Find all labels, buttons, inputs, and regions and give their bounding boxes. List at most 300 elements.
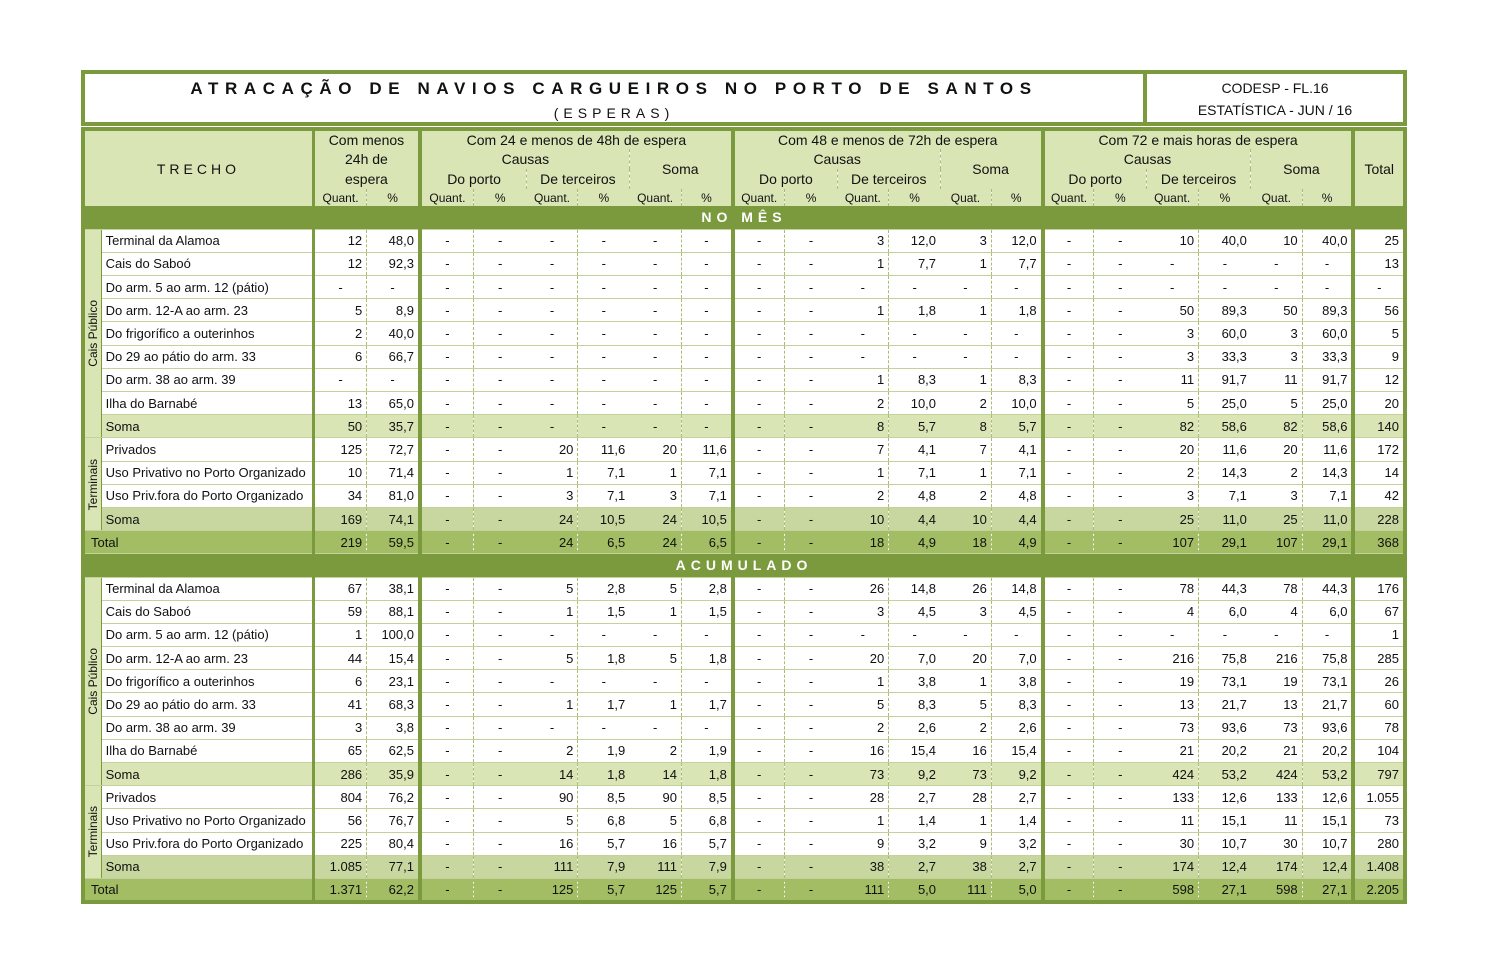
pct-cell: - [473, 623, 526, 646]
quant-cell: - [420, 716, 473, 739]
pct-cell: 25,0 [1302, 392, 1353, 415]
total-cell: 368 [1353, 531, 1405, 554]
total-cell: 280 [1353, 832, 1405, 855]
pct-cell: 1,4 [889, 809, 940, 832]
pct-cell: - [1094, 693, 1146, 716]
quant-cell: 133 [1146, 786, 1198, 809]
quant-cell: 286 [313, 763, 366, 786]
terceiros-header-3: De terceiros [1146, 169, 1251, 189]
do-porto-header-1: Do porto [420, 169, 527, 189]
quant-cell: 174 [1146, 855, 1198, 878]
pct-cell: 75,8 [1199, 647, 1251, 670]
quant-cell: 3 [527, 484, 578, 507]
pct-cell: - [367, 368, 420, 391]
pct-cell: 1,8 [991, 299, 1042, 322]
quant-cell: 12 [313, 229, 366, 252]
terceiros-header-2: De terceiros [837, 169, 940, 189]
quant-cell: 19 [1251, 670, 1302, 693]
quant-cell: 2 [940, 716, 991, 739]
do-porto-header-2: Do porto [733, 169, 838, 189]
quant-cell: - [629, 415, 681, 438]
pct-cell: 4,1 [991, 438, 1042, 461]
quant-cell: - [420, 322, 473, 345]
pct-cell: - [991, 276, 1042, 299]
pct-cell: 73,1 [1199, 670, 1251, 693]
quant-subheader: Quant. [629, 189, 681, 206]
pct-cell: 8,3 [991, 693, 1042, 716]
quant-cell: 13 [1146, 693, 1198, 716]
pct-cell: - [682, 229, 733, 252]
pct-cell: - [473, 809, 526, 832]
pct-cell: 6,0 [1302, 600, 1353, 623]
quant-cell: - [420, 299, 473, 322]
pct-cell: - [784, 623, 837, 646]
quant-cell: - [420, 276, 473, 299]
total-cell: 285 [1353, 647, 1405, 670]
pct-cell: 7,7 [889, 252, 940, 275]
pct-cell: - [682, 345, 733, 368]
quant-cell: 26 [837, 577, 888, 600]
pct-cell: 10,0 [991, 392, 1042, 415]
pct-cell: 93,6 [1302, 716, 1353, 739]
pct-cell: - [784, 786, 837, 809]
pct-cell: - [784, 322, 837, 345]
quant-cell: - [420, 600, 473, 623]
quant-cell: - [733, 438, 784, 461]
row-label: Privados [101, 438, 313, 461]
pct-cell: - [1094, 739, 1146, 762]
pct-cell: 2,8 [682, 577, 733, 600]
quant-cell: 133 [1251, 786, 1302, 809]
pct-cell: - [1199, 252, 1251, 275]
quant-cell: 598 [1251, 878, 1302, 901]
pct-cell: 2,8 [578, 577, 629, 600]
pct-cell: 38,1 [367, 577, 420, 600]
quant-cell: - [527, 252, 578, 275]
pct-cell: 40,0 [1199, 229, 1251, 252]
quant-subheader: Quant. [733, 189, 784, 206]
quant-cell: 7 [837, 438, 888, 461]
pct-cell: 44,3 [1199, 577, 1251, 600]
quant-cell: 38 [940, 855, 991, 878]
quant-cell: 6 [313, 345, 366, 368]
table-row [83, 461, 1405, 484]
soma-header-3: Soma [1251, 149, 1354, 189]
pct-cell: - [889, 322, 940, 345]
quant-cell: - [420, 392, 473, 415]
do-porto-header-3: Do porto [1043, 169, 1147, 189]
quant-cell: - [527, 716, 578, 739]
quant-cell: - [1043, 345, 1094, 368]
pct-cell: - [578, 252, 629, 275]
quant-cell: 1 [837, 299, 888, 322]
quant-cell: 174 [1251, 855, 1302, 878]
quant-cell: 38 [837, 855, 888, 878]
quant-cell: - [733, 276, 784, 299]
quant-cell: 11 [1251, 809, 1302, 832]
pct-cell: - [473, 461, 526, 484]
quant-cell: - [420, 531, 473, 554]
pct-cell: - [1094, 507, 1146, 530]
causas-header-1: Causas [420, 149, 629, 169]
quant-cell: - [420, 878, 473, 901]
pct-cell: 7,1 [1199, 484, 1251, 507]
quant-cell: - [733, 786, 784, 809]
quant-cell: - [1043, 763, 1094, 786]
quant-cell: - [733, 507, 784, 530]
pct-cell: 15,4 [889, 739, 940, 762]
pct-cell: - [1094, 809, 1146, 832]
pct-cell: - [784, 507, 837, 530]
quant-cell: 1 [837, 670, 888, 693]
quant-cell: 4 [1251, 600, 1302, 623]
quant-cell: 20 [1146, 438, 1198, 461]
quant-cell: 2 [940, 392, 991, 415]
pct-cell: 14,8 [889, 577, 940, 600]
pct-cell: 4,9 [889, 531, 940, 554]
quant-cell: 3 [940, 229, 991, 252]
pct-cell: 1,4 [991, 809, 1042, 832]
pct-cell: - [473, 832, 526, 855]
pct-cell: - [1094, 670, 1146, 693]
quant-cell: 16 [940, 739, 991, 762]
pct-cell: - [473, 739, 526, 762]
quant-cell: 2 [527, 739, 578, 762]
pct-cell: - [1094, 229, 1146, 252]
pct-cell: 66,7 [367, 345, 420, 368]
quant-cell: - [733, 484, 784, 507]
pct-cell: 1,8 [578, 763, 629, 786]
pct-cell: - [889, 345, 940, 368]
quant-cell: 5 [1146, 392, 1198, 415]
quant-cell: - [1251, 276, 1302, 299]
pct-cell: - [784, 229, 837, 252]
table-row [83, 809, 1405, 832]
pct-cell: 1,5 [682, 600, 733, 623]
pct-cell: 8,3 [991, 368, 1042, 391]
quant-cell: 10 [1146, 229, 1198, 252]
table-row [83, 716, 1405, 739]
pct-cell: 58,6 [1302, 415, 1353, 438]
quant-cell: - [527, 623, 578, 646]
quant-cell: - [1043, 855, 1094, 878]
quant-cell: - [527, 670, 578, 693]
quant-cell: - [837, 345, 888, 368]
pct-cell: - [473, 855, 526, 878]
quant-cell: - [420, 670, 473, 693]
pct-cell: 6,8 [578, 809, 629, 832]
quant-cell: 56 [313, 809, 366, 832]
quant-cell: 78 [1146, 577, 1198, 600]
quant-cell: 12 [313, 252, 366, 275]
pct-cell: 1,8 [682, 763, 733, 786]
pct-cell: 35,9 [367, 763, 420, 786]
quant-cell: 2 [940, 484, 991, 507]
quant-cell: - [1043, 507, 1094, 530]
row-label: Soma [101, 763, 313, 786]
pct-cell: - [473, 507, 526, 530]
report-header [81, 70, 1407, 126]
pct-cell: - [1094, 600, 1146, 623]
quant-cell: - [420, 229, 473, 252]
col-group-48-72: Com 48 e menos de 72h de espera [733, 129, 1043, 149]
pct-subheader: % [578, 189, 629, 206]
pct-cell: 12,4 [1302, 855, 1353, 878]
pct-cell: 9,2 [889, 763, 940, 786]
soma-header-1: Soma [629, 149, 733, 189]
quant-cell: - [1043, 531, 1094, 554]
total-cell: 56 [1353, 299, 1405, 322]
pct-cell: 68,3 [367, 693, 420, 716]
pct-cell: - [473, 392, 526, 415]
pct-cell: 4,4 [991, 507, 1042, 530]
quant-cell: 10 [313, 461, 366, 484]
quant-cell: 24 [527, 507, 578, 530]
pct-cell: - [473, 670, 526, 693]
quant-cell: 5 [837, 693, 888, 716]
pct-cell: - [473, 229, 526, 252]
quant-cell: 1 [940, 368, 991, 391]
group-label-text: Terminais [85, 458, 100, 510]
pct-cell: 11,0 [1199, 507, 1251, 530]
terceiros-header-1: De terceiros [527, 169, 630, 189]
quant-cell: 1 [940, 252, 991, 275]
row-label: Soma [101, 415, 313, 438]
quant-cell: - [1043, 276, 1094, 299]
pct-cell: - [1094, 415, 1146, 438]
pct-cell: - [1094, 832, 1146, 855]
total-cell: 42 [1353, 484, 1405, 507]
total-cell: 78 [1353, 716, 1405, 739]
pct-cell: 4,8 [991, 484, 1042, 507]
pct-cell: 7,1 [578, 461, 629, 484]
total-cell: 797 [1353, 763, 1405, 786]
pct-cell: 62,5 [367, 739, 420, 762]
quant-cell: 9 [940, 832, 991, 855]
pct-cell: - [578, 322, 629, 345]
quant-cell: 13 [313, 392, 366, 415]
pct-cell: - [1094, 763, 1146, 786]
table-row [83, 415, 1405, 438]
pct-cell: - [473, 438, 526, 461]
pct-cell: - [1094, 461, 1146, 484]
quant-cell: - [527, 415, 578, 438]
quant-cell: 13 [1251, 693, 1302, 716]
pct-cell: 53,2 [1302, 763, 1353, 786]
row-label: Do frigorífico a outerinhos [101, 670, 313, 693]
quant-cell: 5 [629, 647, 681, 670]
quant-cell: 1 [940, 461, 991, 484]
quant-cell: - [527, 299, 578, 322]
pct-cell: - [682, 276, 733, 299]
quant-cell: - [1043, 693, 1094, 716]
quant-cell: - [733, 878, 784, 901]
quant-cell: 73 [1251, 716, 1302, 739]
pct-cell: - [784, 299, 837, 322]
total-cell: 20 [1353, 392, 1405, 415]
quant-cell: - [733, 229, 784, 252]
pct-cell: - [1094, 345, 1146, 368]
pct-cell: - [473, 600, 526, 623]
group-label-cais [83, 577, 101, 786]
pct-cell: 7,9 [682, 855, 733, 878]
row-label-total: Total [83, 878, 313, 901]
quant-cell: 3 [1146, 322, 1198, 345]
quant-cell: - [733, 832, 784, 855]
quant-cell: - [733, 716, 784, 739]
quant-cell: - [1043, 461, 1094, 484]
quant-cell: 424 [1251, 763, 1302, 786]
quant-cell: - [733, 577, 784, 600]
quant-cell: 2 [837, 392, 888, 415]
pct-cell: - [682, 322, 733, 345]
quant-cell: - [733, 345, 784, 368]
pct-cell: - [1094, 878, 1146, 901]
pct-cell: 75,8 [1302, 647, 1353, 670]
quant-cell: 598 [1146, 878, 1198, 901]
pct-cell: 10,7 [1302, 832, 1353, 855]
pct-cell: - [578, 392, 629, 415]
quant-cell: 11 [1146, 809, 1198, 832]
pct-cell: - [784, 855, 837, 878]
quant-cell: 111 [629, 855, 681, 878]
pct-cell: - [784, 716, 837, 739]
quant-cell: 3 [313, 716, 366, 739]
quant-cell: - [940, 276, 991, 299]
pct-cell: - [991, 345, 1042, 368]
quant-cell: - [629, 345, 681, 368]
pct-cell: 12,6 [1199, 786, 1251, 809]
table-row [83, 507, 1405, 530]
quant-subheader: Quant. [420, 189, 473, 206]
row-label: Ilha do Barnabé [101, 392, 313, 415]
quant-cell: 16 [629, 832, 681, 855]
table-row [83, 693, 1405, 716]
pct-cell: - [1094, 855, 1146, 878]
quant-cell: 30 [1146, 832, 1198, 855]
quant-cell: 125 [629, 878, 681, 901]
col-24h-line2: espera [313, 169, 420, 189]
quant-cell: - [420, 739, 473, 762]
quant-cell: 3 [1146, 345, 1198, 368]
pct-cell: - [1302, 623, 1353, 646]
table-row [83, 832, 1405, 855]
row-label: Do 29 ao pátio do arm. 33 [101, 693, 313, 716]
quant-cell: - [1043, 600, 1094, 623]
table-row [83, 229, 1405, 252]
quant-cell: 5 [629, 809, 681, 832]
pct-cell: 2,7 [889, 786, 940, 809]
pct-cell: 6,8 [682, 809, 733, 832]
quant-cell: 1 [527, 600, 578, 623]
quant-subheader: Quant. [1146, 189, 1198, 206]
quant-cell: - [527, 368, 578, 391]
quant-cell: - [420, 809, 473, 832]
table-row [83, 647, 1405, 670]
quant-cell: - [733, 415, 784, 438]
pct-cell: 5,7 [682, 878, 733, 901]
pct-cell: - [578, 415, 629, 438]
pct-cell: 8,5 [682, 786, 733, 809]
quant-cell: - [733, 252, 784, 275]
quant-cell: 24 [629, 507, 681, 530]
pct-cell: - [784, 832, 837, 855]
pct-cell: 5,0 [889, 878, 940, 901]
pct-cell: 12,4 [1199, 855, 1251, 878]
quant-cell: 1 [837, 461, 888, 484]
pct-cell: - [682, 368, 733, 391]
quant-cell: 73 [837, 763, 888, 786]
pct-cell: 35,7 [367, 415, 420, 438]
pct-cell: 44,3 [1302, 577, 1353, 600]
quant-cell: 1 [629, 600, 681, 623]
quant-cell: 1 [629, 693, 681, 716]
pct-cell: - [784, 809, 837, 832]
group-label-terminais [83, 786, 101, 879]
pct-cell: - [1094, 623, 1146, 646]
total-cell: 60 [1353, 693, 1405, 716]
quant-cell: 11 [1251, 368, 1302, 391]
table-row [83, 299, 1405, 322]
total-cell: 1.408 [1353, 855, 1405, 878]
group-label-text: Cais Público [85, 647, 100, 715]
pct-cell: 12,0 [991, 229, 1042, 252]
pct-cell: 4,9 [991, 531, 1042, 554]
pct-cell: 40,0 [1302, 229, 1353, 252]
quant-cell: 20 [837, 647, 888, 670]
total-cell: 73 [1353, 809, 1405, 832]
quant-cell: 219 [313, 531, 366, 554]
row-label: Uso Priv.fora do Porto Organizado [101, 832, 313, 855]
table-row [83, 438, 1405, 461]
table-row [83, 600, 1405, 623]
pct-cell: - [1094, 531, 1146, 554]
quant-cell: - [733, 600, 784, 623]
quant-cell: - [837, 322, 888, 345]
quant-cell: 1 [313, 623, 366, 646]
pct-cell: 6,5 [682, 531, 733, 554]
quant-cell: 107 [1251, 531, 1302, 554]
quant-cell: 59 [313, 600, 366, 623]
pct-cell: 2,7 [991, 786, 1042, 809]
table-row [83, 623, 1405, 646]
quant-cell: - [837, 623, 888, 646]
pct-cell: - [1094, 252, 1146, 275]
quant-subheader: Quat. [1251, 189, 1302, 206]
row-label: Do arm. 12-A ao arm. 23 [101, 647, 313, 670]
pct-cell: - [889, 623, 940, 646]
report-title: ATRACAÇÃO DE NAVIOS CARGUEIROS NO PORTO DE SANTOS [190, 79, 1038, 98]
quant-cell: 50 [313, 415, 366, 438]
quant-cell: - [1043, 577, 1094, 600]
pct-cell: - [1094, 577, 1146, 600]
pct-subheader: % [1199, 189, 1251, 206]
quant-cell: 111 [527, 855, 578, 878]
pct-cell: - [367, 276, 420, 299]
pct-cell: - [682, 623, 733, 646]
pct-subheader: % [367, 189, 420, 206]
pct-cell: - [578, 623, 629, 646]
quant-cell: 5 [313, 299, 366, 322]
pct-cell: 7,1 [889, 461, 940, 484]
quant-cell: - [1043, 878, 1094, 901]
quant-cell: - [1251, 623, 1302, 646]
quant-cell: 1 [629, 461, 681, 484]
quant-cell: - [420, 484, 473, 507]
quant-cell: - [940, 623, 991, 646]
section-title: NO MÊS [83, 206, 1405, 229]
quant-cell: - [420, 345, 473, 368]
